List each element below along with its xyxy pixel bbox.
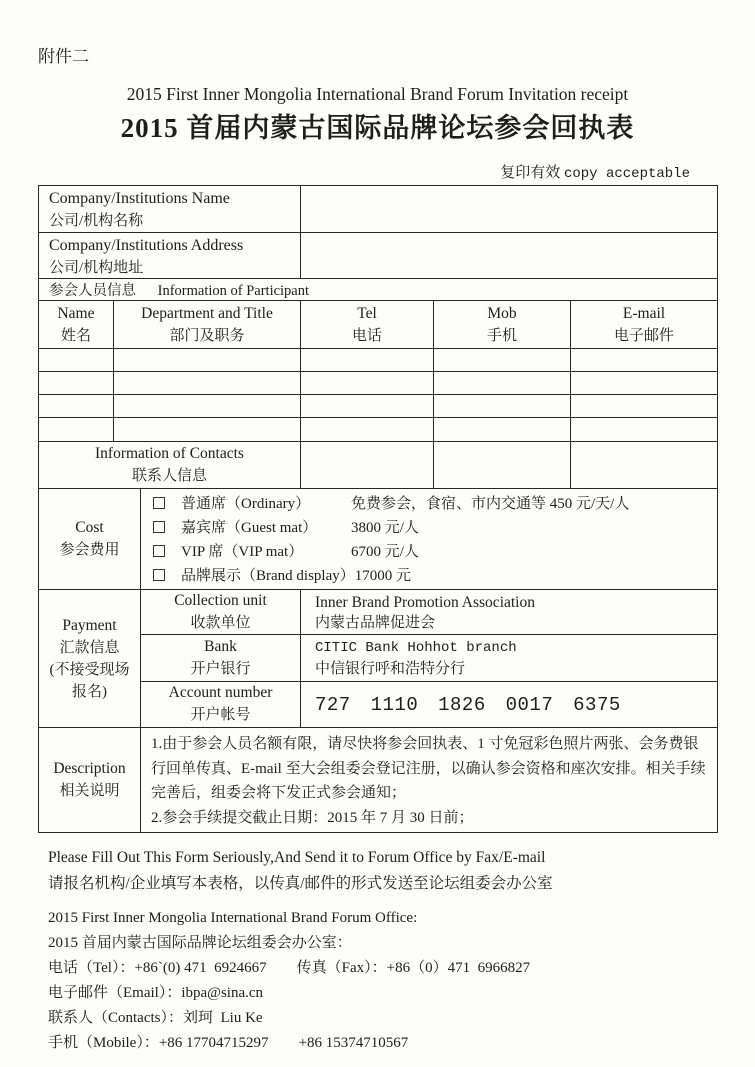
col-header-email: E-mail 电子邮件 (613, 304, 674, 344)
copy-note-zh: 复印有效 (500, 165, 561, 181)
cost-option-row: 嘉宾席（Guest mat） 3800 元/人 (153, 516, 717, 540)
contacts-email-cell[interactable] (571, 442, 717, 488)
participant-cell[interactable] (114, 349, 301, 371)
footer-instruction-en: Please Fill Out This Form Seriously,And Send it to Forum Office by Fax/E-mail (48, 849, 546, 866)
company-address-label: Company/Institutions Address 公司/机构地址 (39, 233, 301, 278)
fax-label: 传真（Fax）： (296, 960, 387, 976)
description-text (141, 728, 717, 832)
cost-option-checkbox[interactable] (153, 497, 165, 509)
description-row (39, 728, 717, 832)
participant-cell[interactable] (434, 372, 571, 394)
form-title-chinese: 2015 首届内蒙古国际品牌论坛参会回执表 (120, 113, 635, 143)
cost-option-row: 品牌展示（Brand display）17000 元 (153, 564, 717, 588)
tel-label: 电话（Tel）： (48, 960, 135, 976)
cost-option-checkbox[interactable] (153, 545, 165, 557)
cost-option-row: 普通席（Ordinary） 免费参会，食宿、市内交通等 450 元/天/人 (153, 492, 717, 516)
participant-cell[interactable] (434, 418, 571, 441)
contact-person-label: 联系人（Contacts）： (48, 1010, 183, 1026)
tel-fax-line (48, 956, 530, 981)
mobile-number-1: +86 17704715297 (158, 1035, 269, 1051)
participant-cell[interactable] (571, 395, 717, 417)
cost-label: Cost 参会费用 (39, 489, 141, 589)
participant-cell[interactable] (434, 395, 571, 417)
cost-options (141, 489, 717, 589)
contacts-label: Information of Contacts 联系人信息 (39, 442, 301, 488)
contacts-mob-cell[interactable] (434, 442, 571, 488)
cost-row (39, 489, 717, 590)
company-name-input[interactable] (301, 186, 717, 232)
contact-person-name: 刘珂 Liu Ke (183, 1010, 263, 1026)
office-title-zh: 2015 首届内蒙古国际品牌论坛组委会办公室： (48, 935, 352, 951)
participant-cell[interactable] (114, 395, 301, 417)
email-line (48, 981, 530, 1006)
cost-option-checkbox[interactable] (153, 569, 165, 581)
participant-cell[interactable] (39, 418, 114, 441)
bank-label: Bank 开户银行 (141, 635, 301, 681)
attachment-label: 附件二 (38, 47, 89, 66)
company-address-input[interactable] (301, 233, 717, 278)
participant-cell[interactable] (39, 372, 114, 394)
payment-label: Payment 汇款信息 (不接受现场报名) (39, 590, 141, 727)
description-label: Description 相关说明 (39, 728, 141, 832)
col-header-department: Department and Title 部门及职务 (114, 301, 301, 348)
participant-section-row (39, 279, 717, 301)
form-title-english: 2015 First Inner Mongolia International Brand Forum Invitation receipt (126, 84, 629, 104)
copy-note-en: copy acceptable (563, 166, 690, 182)
mobile-label: 手机（Mobile）： (48, 1035, 159, 1051)
company-name-row (39, 186, 717, 233)
participant-cell[interactable] (571, 349, 717, 371)
collection-unit-value: Inner Brand Promotion Association 内蒙古品牌促进会 (315, 594, 535, 631)
participant-cell[interactable] (571, 372, 717, 394)
participant-cell[interactable] (301, 372, 434, 394)
mobile-line (48, 1031, 530, 1056)
participant-row (39, 372, 717, 395)
footer-instruction-zh: 请报名机构/企业填写本表格，以传真/邮件的形式发送至论坛组委会办公室 (48, 875, 553, 892)
participant-row (39, 418, 717, 442)
participant-section-title: 参会人员信息 Information of Participant (49, 283, 310, 299)
contacts-tel-cell[interactable] (301, 442, 434, 488)
cost-option-checkbox[interactable] (153, 521, 165, 533)
tel-number: +86`(0) 471 6924667 (134, 960, 267, 976)
contacts-row (39, 442, 717, 489)
participant-row (39, 349, 717, 372)
payment-section (39, 590, 717, 728)
company-name-label: Company/Institutions Name 公司/机构名称 (39, 186, 301, 232)
copy-note (500, 161, 690, 182)
office-contact-block (48, 906, 530, 1056)
email-address: ibpa@sina.cn (181, 985, 264, 1001)
email-label: 电子邮件（Email）： (48, 985, 182, 1001)
account-number-value: 727 1110 1826 0017 6375 (315, 694, 621, 717)
payment-rows (141, 590, 717, 727)
collection-unit-label: Collection unit 收款单位 (141, 590, 301, 634)
office-title-en: 2015 First Inner Mongolia International Brand Forum Office: (48, 910, 418, 926)
footer-instructions (48, 845, 553, 897)
participant-cell[interactable] (114, 418, 301, 441)
participant-cell[interactable] (301, 349, 434, 371)
participant-cell[interactable] (39, 349, 114, 371)
participant-cell[interactable] (434, 349, 571, 371)
participant-header-row (39, 301, 717, 349)
payment-row-collection-unit (141, 590, 717, 635)
cost-option-row: VIP 席（VIP mat） 6700 元/人 (153, 540, 717, 564)
mobile-number-2: +86 15374710567 (298, 1035, 409, 1051)
col-header-tel: Tel 电话 (301, 301, 434, 348)
description-item-1: 1.由于参会人员名额有限，请尽快将参会回执表、1 寸免冠彩色照片两张、会务费银行回单传真、E-mail 至大会组委会登记注册，以确认参会资格和座次安排。相关手续完善后，组委会将下发正式参会通知； (151, 736, 706, 801)
participant-cell[interactable] (114, 372, 301, 394)
form-table (38, 185, 718, 833)
participant-cell[interactable] (571, 418, 717, 441)
col-header-mob: Mob 手机 (434, 301, 571, 348)
description-item-2: 2.参会手续提交截止日期：2015 年 7 月 30 日前； (151, 809, 474, 826)
bank-value: CITIC Bank Hohhot branch 中信银行呼和浩特分行 (315, 639, 517, 677)
account-number-label: Account number 开户帐号 (141, 682, 301, 728)
participant-cell[interactable] (301, 418, 434, 441)
participant-cell[interactable] (301, 395, 434, 417)
payment-row-account (141, 682, 717, 728)
payment-row-bank (141, 635, 717, 682)
participant-row (39, 395, 717, 418)
contacts-line (48, 1006, 530, 1031)
company-address-row (39, 233, 717, 279)
fax-number: +86（0）471 6966827 (386, 960, 531, 976)
participant-cell[interactable] (39, 395, 114, 417)
col-header-name: Name 姓名 (39, 301, 114, 348)
